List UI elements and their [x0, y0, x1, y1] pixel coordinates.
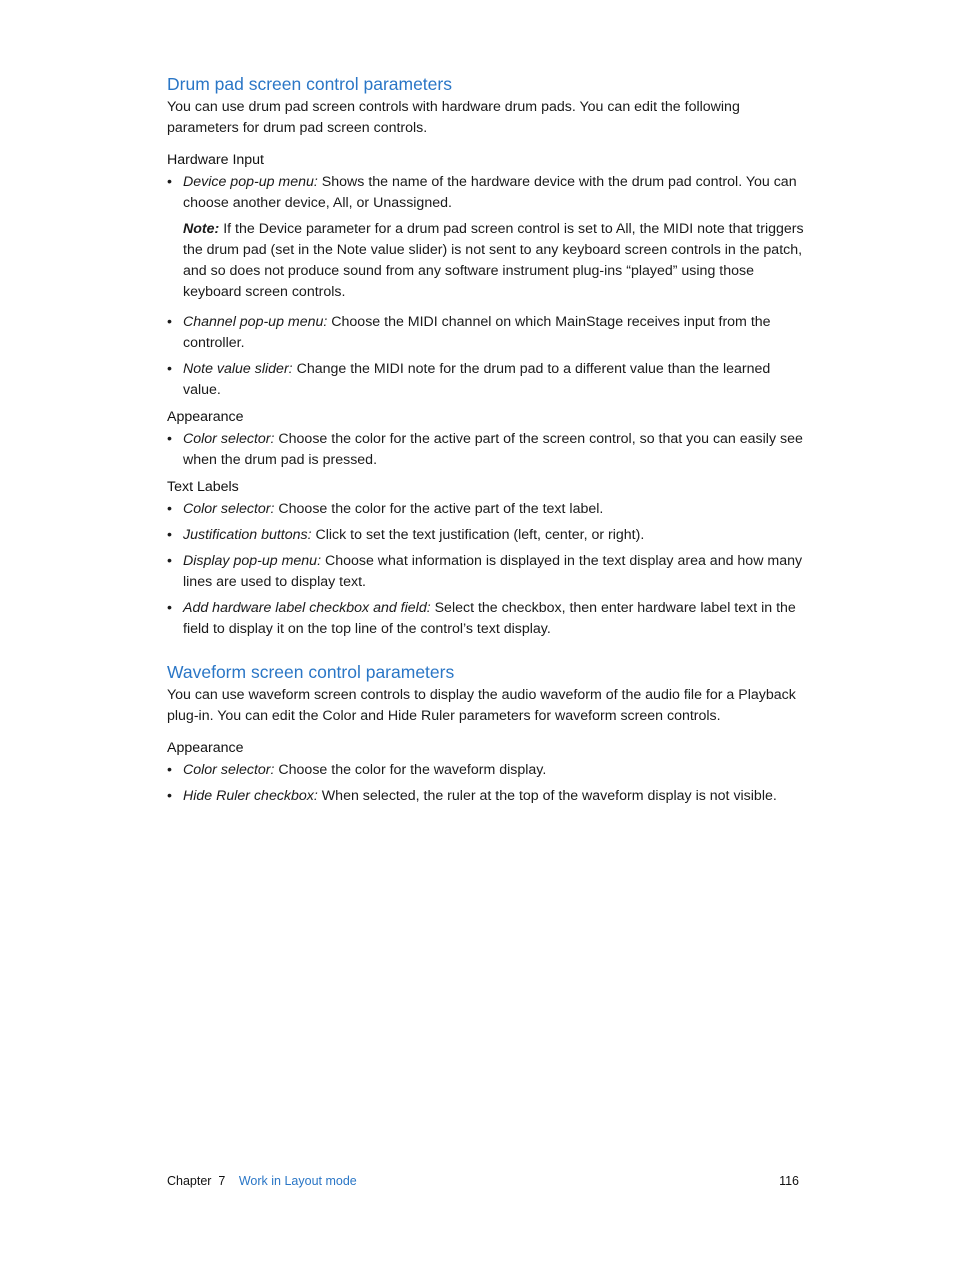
list-item: [167, 312, 807, 354]
list-item: [167, 786, 807, 807]
list-item-text: Choose the color for the waveform display.: [274, 762, 547, 778]
page-content: [167, 72, 807, 812]
list-item-text: Click to set the text justification (left, center, or right).: [311, 527, 645, 543]
text-labels-list: [167, 499, 807, 640]
list-item: [167, 499, 807, 520]
bullet: •: [167, 174, 172, 190]
bullet: •: [167, 762, 172, 778]
bullet: •: [167, 600, 172, 616]
list-item-text: When selected, the ruler at the top of the waveform display is not visible.: [317, 788, 777, 804]
bullet: •: [167, 361, 172, 377]
note-label: Note:: [183, 221, 220, 237]
footer-chapter-link[interactable]: Work in Layout mode: [238, 1174, 357, 1188]
subheading-text-labels: Text Labels: [167, 479, 239, 495]
list-item-text: Shows the name of the hardware device with the drum pad control. You can choose another device, All, or Unassigned.: [183, 174, 797, 211]
page-footer: [167, 1171, 799, 1191]
list-item-term: Add hardware label checkbox and field:: [183, 600, 431, 616]
section-title-waveform: Waveform screen control parameters: [167, 662, 455, 682]
waveform-appearance-list: [167, 760, 807, 807]
section-title-drum-pad: Drum pad screen control parameters: [167, 74, 452, 94]
list-item-term: Display pop-up menu:: [183, 553, 322, 569]
list-item-term: Color selector:: [183, 501, 275, 517]
list-item-text: Choose what information is displayed in the text display area and how many lines are used to display text.: [183, 553, 803, 590]
bullet: •: [167, 431, 172, 447]
list-item-text: Choose the MIDI channel on which MainStage receives input from the controller.: [183, 314, 771, 351]
list-item-term: Device pop-up menu:: [183, 174, 318, 190]
list-item-term: Note value slider:: [183, 361, 293, 377]
list-item: [167, 525, 807, 546]
bullet: •: [167, 788, 172, 804]
waveform-section: [167, 660, 807, 807]
list-item: [167, 598, 807, 640]
list-item-term: Color selector:: [183, 762, 275, 778]
list-item: [167, 551, 807, 593]
note-block: [183, 219, 807, 303]
bullet: •: [167, 501, 172, 517]
list-item-term: Hide Ruler checkbox:: [183, 788, 318, 804]
subheading-hardware-input: Hardware Input: [167, 152, 264, 168]
list-item-term: Channel pop-up menu:: [183, 314, 328, 330]
list-item: [167, 760, 807, 781]
section-intro-drum-pad: You can use drum pad screen controls with hardware drum pads. You can edit the following parameters for drum pad screen controls.: [167, 99, 740, 136]
bullet: •: [167, 553, 172, 569]
list-item-text: Choose the color for the active part of the screen control, so that you can easily see when the drum pad is pressed.: [183, 431, 803, 468]
hardware-input-list: [167, 172, 807, 401]
list-item-text: Select the checkbox, then enter hardware label text in the field to display it on the top line of the control’s text display.: [183, 600, 796, 637]
list-item-term: Color selector:: [183, 431, 275, 447]
section-intro-waveform: You can use waveform screen controls to display the audio waveform of the audio file for a Playback plug-in. You can edit the Color and Hide Ruler parameters for waveform screen controls.: [167, 687, 796, 724]
list-item-text: Choose the color for the active part of the text label.: [274, 501, 604, 517]
appearance-list: [167, 429, 807, 471]
footer-chapter: Chapter 7: [167, 1174, 226, 1188]
list-item: [167, 429, 807, 471]
page-number: 116: [779, 1174, 799, 1188]
list-item: [167, 359, 807, 401]
list-item-term: Justification buttons:: [183, 527, 312, 543]
subheading-appearance: Appearance: [167, 409, 244, 425]
note-text: If the Device parameter for a drum pad screen control is set to All, the MIDI note that triggers the drum pad (set in the Note value slider) is not sent to any keyboard screen controls in the patch, and so does not produce sound from any software instrument plug-ins “played” using those keyboard screen controls.: [183, 221, 804, 300]
bullet: •: [167, 527, 172, 543]
subheading-appearance-waveform: Appearance: [167, 740, 244, 756]
list-item: [167, 172, 807, 303]
bullet: •: [167, 314, 172, 330]
list-item-text: Change the MIDI note for the drum pad to a different value than the learned value.: [183, 361, 771, 398]
